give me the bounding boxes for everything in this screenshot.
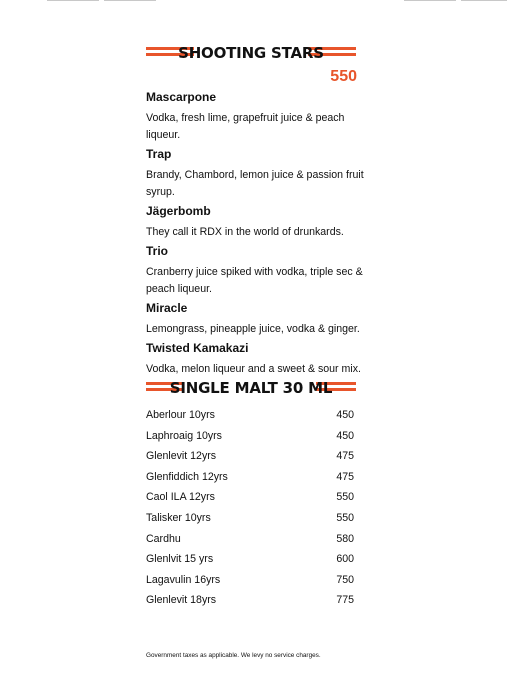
item-description: They call it RDX in the world of drunkards.	[146, 226, 344, 238]
price-row	[146, 529, 354, 550]
cocktail-list	[146, 90, 376, 381]
menu-item	[146, 204, 376, 241]
item-description: Brandy, Chambord, lemon juice & passion fruit syrup.	[146, 169, 364, 198]
price-row	[146, 570, 354, 591]
malt-price: 550	[336, 511, 354, 524]
malt-name: Caol ILA 12yrs	[146, 491, 215, 504]
malt-name: Glenfiddich 12yrs	[146, 470, 228, 483]
price-row	[146, 446, 354, 467]
malt-price: 600	[336, 553, 354, 566]
shooting-stars-price: 550	[330, 68, 357, 85]
malt-price: 750	[336, 573, 354, 586]
single-malt-list	[146, 405, 354, 611]
item-name: Trap	[146, 147, 172, 161]
price-row	[146, 405, 354, 426]
malt-price: 775	[336, 594, 354, 607]
item-description: Lemongrass, pineapple juice, vodka & ginger.	[146, 323, 360, 335]
item-description: Cranberry juice spiked with vodka, triple sec & peach liqueur.	[146, 266, 363, 295]
crop-mark	[104, 0, 156, 1]
crop-mark	[47, 0, 99, 1]
item-name: Jägerbomb	[146, 204, 211, 218]
malt-price: 580	[336, 532, 354, 545]
item-name: Twisted Kamakazi	[146, 341, 249, 355]
malt-name: Laphroaig 10yrs	[146, 429, 222, 442]
malt-name: Lagavulin 16yrs	[146, 573, 221, 586]
price-row	[146, 487, 354, 508]
section-title: SHOOTING STARS	[178, 44, 324, 62]
price-row	[146, 426, 354, 447]
section-title: SINGLE MALT 30 ML	[169, 379, 333, 397]
crop-mark	[461, 0, 507, 1]
malt-price: 450	[336, 409, 354, 421]
single-malt-header	[146, 378, 356, 398]
malt-price: 475	[336, 450, 354, 463]
malt-name: Cardhu	[146, 532, 181, 545]
malt-price: 550	[336, 491, 354, 504]
menu-item	[146, 90, 376, 144]
shooting-stars-header	[146, 43, 356, 63]
price-row	[146, 467, 354, 488]
malt-name: Talisker 10yrs	[146, 511, 211, 524]
item-name: Miracle	[146, 301, 188, 315]
price-row	[146, 508, 354, 529]
menu-item	[146, 147, 376, 201]
item-description: Vodka, melon liqueur and a sweet & sour mix.	[146, 363, 361, 375]
menu-item	[146, 244, 376, 298]
malt-price: 475	[336, 470, 354, 483]
menu-item	[146, 301, 376, 338]
crop-mark	[404, 0, 456, 1]
malt-name: Glenlevit 18yrs	[146, 594, 217, 607]
malt-name: Glenlvit 15 yrs	[146, 553, 214, 566]
price-row	[146, 549, 354, 570]
item-description: Vodka, fresh lime, grapefruit juice & peach liqueur.	[146, 112, 345, 141]
malt-name: Glenlevit 12yrs	[146, 450, 217, 463]
malt-price: 450	[336, 429, 354, 442]
menu-item	[146, 341, 376, 378]
footer-note: Government taxes as applicable. We levy no service charges.	[146, 652, 321, 659]
item-name: Mascarpone	[146, 90, 217, 104]
item-name: Trio	[146, 244, 169, 258]
price-row	[146, 590, 354, 611]
malt-name: Aberlour 10yrs	[146, 409, 215, 421]
